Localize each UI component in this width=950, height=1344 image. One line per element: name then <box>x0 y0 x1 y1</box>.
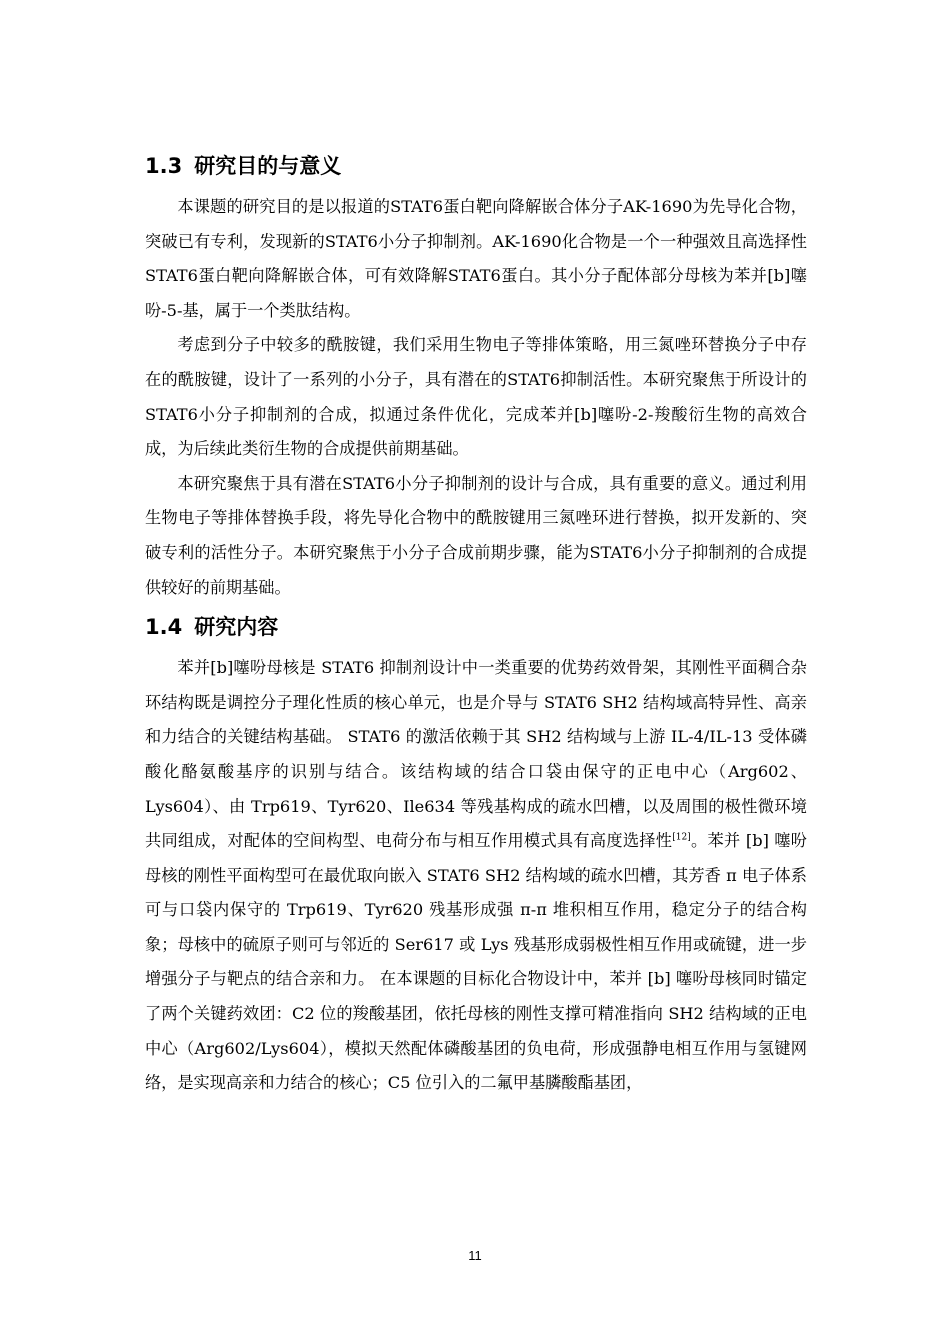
paragraph <box>145 651 807 1101</box>
paragraph-text: 。苯并 [b] 噻吩母核的刚性平面构型可在最优取向嵌入 STAT6 SH2 结构域的疏水凹槽，其芳香 π 电子体系可与口袋内保守的 Trp619、Tyr620 残基形成强 π-π 堆积相互作用，稳定分子的结合构象；母核中的硫原子则可与邻近的 Ser617 或 Lys 残基形成弱极性相互作用或硫键，进一步增强分子与靶点的结合亲和力。 在本课题的目标化合物设计中，苯并 [b] 噻吩母核同时锚定了两个关键药效团：C2 位的羧酸基团，依托母核的刚性支撑可精准指向 SH2 结构域的正电中心（Arg602/Lys604），模拟天然配体磷酸基团的负电荷，形成强静电相互作用与氢键网络，是实现高亲和力结合的核心；C5 位引入的二氟甲基膦酸酯基团， <box>145 831 807 1093</box>
paragraph-text: 苯并[b]噻吩母核是 STAT6 抑制剂设计中一类重要的优势药效骨架，其刚性平面稠合杂环结构既是调控分子理化性质的核心单元，也是介导与 STAT6 SH2 结构域高特异性、高亲和力结合的关键结构基础。 STAT6 的激活依赖于其 SH2 结构域与上游 IL-4/IL-13 受体磷酸化酪氨酸基序的识别与结合。该结构域的结合口袋由保守的正电中心（Arg602、Lys604）、由 Trp619、Tyr620、Ile634 等残基构成的疏水凹槽，以及周围的极性微环境共同组成，对配体的空间构型、电荷分布与相互作用模式具有高度选择性 <box>145 658 807 851</box>
paragraph: 本课题的研究目的是以报道的STAT6蛋白靶向降解嵌合体分子AK-1690为先导化合物，突破已有专利，发现新的STAT6小分子抑制剂。AK-1690化合物是一个一种强效且高选择性STAT6蛋白靶向降解嵌合体，可有效降解STAT6蛋白。其小分子配体部分母核为苯并[b]噻吩-5-基，属于一个类肽结构。 <box>145 197 807 320</box>
section-heading-1-4 <box>145 611 807 643</box>
page-content <box>145 150 807 1101</box>
section-title: 研究内容 <box>194 615 279 640</box>
section-number: 1.3 <box>145 154 183 178</box>
paragraph: 本研究聚焦于具有潜在STAT6小分子抑制剂的设计与合成，具有重要的意义。通过利用生物电子等排体替换手段，将先导化合物中的酰胺键用三氮唑环进行替换，拟开发新的、突破专利的活性分子。本研究聚焦于小分子合成前期步骤，能为STAT6小分子抑制剂的合成提供较好的前期基础。 <box>145 473 807 597</box>
section-heading-1-3 <box>145 150 807 182</box>
citation-ref: [12] <box>672 832 691 843</box>
section-number: 1.4 <box>145 615 183 640</box>
section-title: 研究目的与意义 <box>194 154 342 178</box>
page-number: 11 <box>468 1248 482 1263</box>
paragraph: 考虑到分子中较多的酰胺键，我们采用生物电子等排体策略，用三氮唑环替换分子中存在的酰胺键，设计了一系列的小分子，具有潜在的STAT6抑制活性。本研究聚焦于所设计的STAT6小分子抑制剂的合成，拟通过条件优化，完成苯并[b]噻吩-2-羧酸衍生物的高效合成，为后续此类衍生物的合成提供前期基础。 <box>145 335 807 459</box>
